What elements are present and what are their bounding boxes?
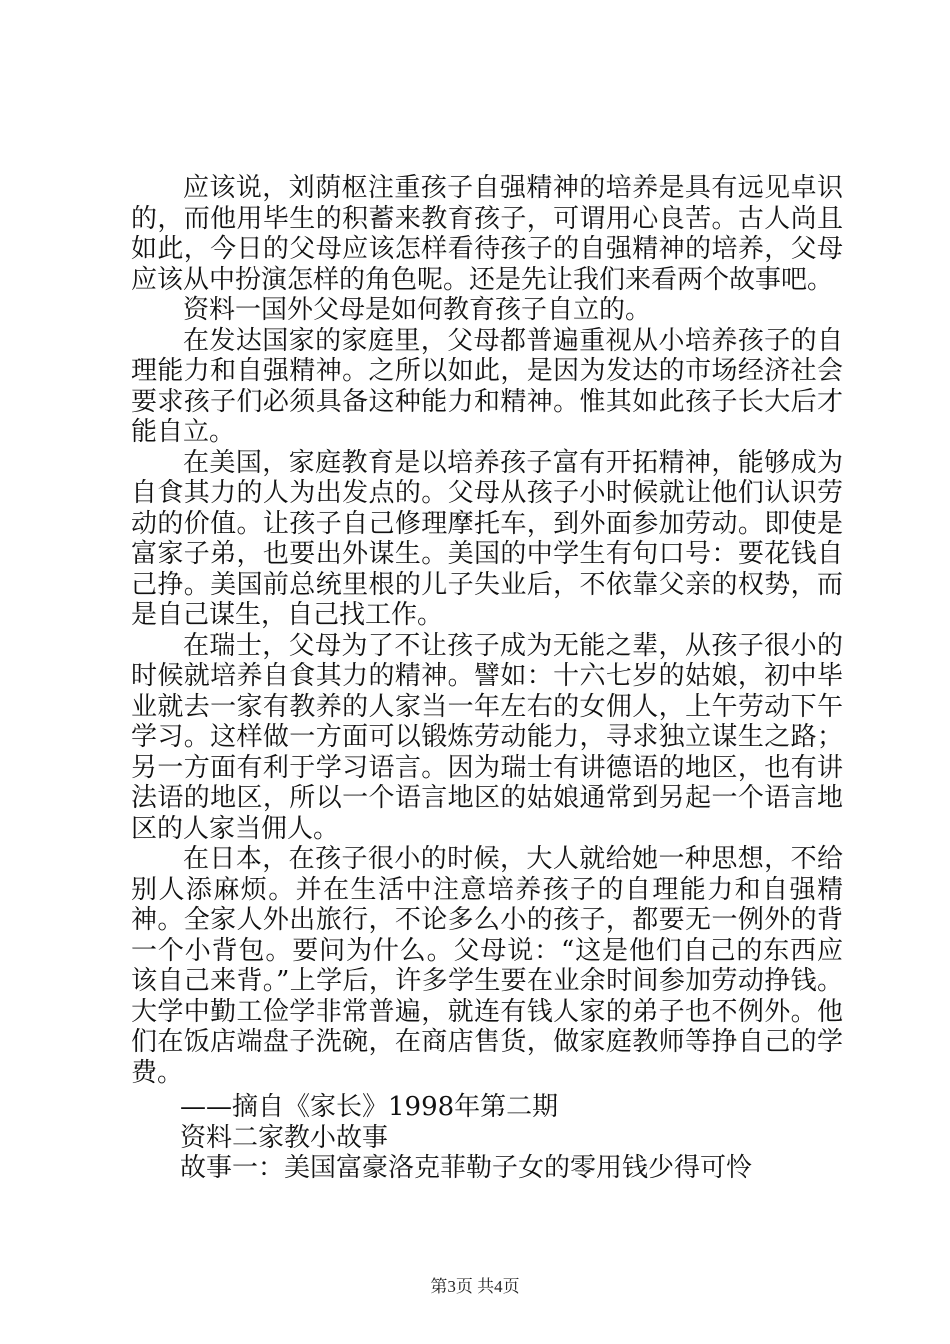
- body-text: [131, 173, 843, 1088]
- page-number: 第3页 共4页: [430, 1277, 520, 1296]
- source-block: [180, 1092, 840, 1184]
- paragraph-material-one-heading: 资料一国外父母是如何教育孩子自立的。: [183, 295, 652, 325]
- paragraph-developed-countries: 在发达国家的家庭里，父母都普遍重视从小培养孩子的自理能力和自强精神。之所以如此，是因为发达的市场经济社会要求孩子们必须具备这种能力和精神。惟其如此孩子长大后才能自立。: [131, 325, 843, 447]
- paragraph-intro: 应该说，刘荫枢注重孩子自强精神的培养是具有远见卓识的，而他用毕生的积蓄来教育孩子，可谓用心良苦。古人尚且如此，今日的父母应该怎样看待孩子的自强精神的培养，父母应该从中扮演怎样的角色呢。还是先让我们来看两个故事吧。: [131, 173, 843, 295]
- paragraph-switzerland: 在瑞士，父母为了不让孩子成为无能之辈，从孩子很小的时候就培养自食其力的精神。譬如：十六七岁的姑娘，初中毕业就去一家有教养的人家当一年左右的女佣人，上午劳动下午学习。这样做一方面可以锻炼劳动能力，寻求独立谋生之路；另一方面有利于学习语言。因为瑞士有讲德语的地区，也有讲法语的地区，所以一个语言地区的姑娘通常到另起一个语言地区的人家当佣人。: [131, 630, 843, 844]
- paragraph-japan: 在日本，在孩子很小的时候，大人就给她一种思想，不给别人添麻烦。并在生活中注意培养孩子的自理能力和自强精神。全家人外出旅行，不论多么小的孩子，都要无一例外的背一个小背包。要问为什么。父母说：“这是他们自己的东西应该自己来背。”上学后，许多学生要在业余时间参加劳动挣钱。大学中勤工俭学非常普遍，就连有钱人家的弟子也不例外。他们在饭店端盘子洗碗，在商店售货，做家庭教师等挣自己的学费。: [131, 844, 843, 1088]
- page-footer: [0, 1272, 950, 1297]
- story-title: 故事一：美国富豪洛克菲勒子女的零用钱少得可怜: [180, 1153, 753, 1183]
- source-note: ——摘自《家长》1998年第二期: [180, 1092, 559, 1122]
- paragraph-usa: 在美国，家庭教育是以培养孩子富有开拓精神，能够成为自食其力的人为出发点的。父母从孩子小时候就让他们认识劳动的价值。让孩子自己修理摩托车，到外面参加劳动。即使是富家子弟，也要出外谋生。美国的中学生有句口号：要花钱自己挣。美国前总统里根的儿子失业后，不依靠父亲的权势，而是自己谋生，自己找工作。: [131, 447, 843, 630]
- section-title: 资料二家教小故事: [180, 1122, 389, 1153]
